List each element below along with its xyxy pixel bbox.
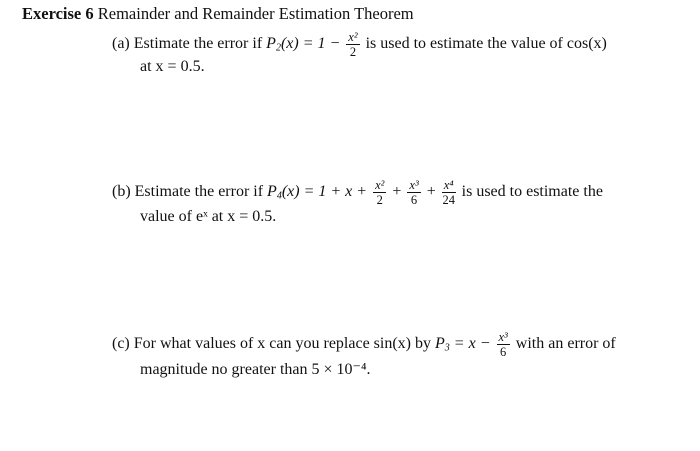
part-b-plus-2: + [426, 183, 436, 201]
part-a-line1 [112, 31, 607, 58]
part-c-label: (c) [112, 335, 130, 353]
part-c-line1 [112, 331, 616, 358]
part-a-lead: Estimate the error if [133, 35, 263, 53]
exercise-heading [22, 4, 414, 24]
part-c-tail: with an error of [515, 335, 616, 353]
part-c-poly: $P_3 = x$ − [435, 335, 491, 354]
part-c-fraction: $\frac{\text{x³}}{6}$ [498, 330, 508, 359]
part-b-label: (b) [112, 183, 131, 201]
part-c-line2: magnitude no greater than 5 × 10⁻⁴. [140, 361, 371, 378]
part-a-label: (a) [112, 35, 130, 53]
part-a-line2: at x = 0.5. [140, 58, 205, 75]
part-a-fraction: $\frac{\text{x²}}{2}$ [348, 30, 358, 59]
part-b-lead: Estimate the error if [134, 183, 264, 201]
exercise-label: Exercise 6 [22, 4, 94, 23]
part-b-tail: is used to estimate the [461, 183, 603, 201]
part-b-line1 [112, 179, 603, 206]
part-c-lead: For what values of x can you replace sin(x) by [133, 335, 432, 353]
part-b-fraction-2: $\frac{\text{x³}}{6}$ [409, 178, 419, 207]
exercise-title: Remainder and Remainder Estimation Theorem [97, 4, 414, 23]
part-b-fraction-1: $\frac{\text{x²}}{2}$ [375, 178, 385, 207]
part-b-poly: $P_4(x) = 1 + x$ + [267, 183, 368, 202]
part-a-tail: is used to estimate the value of cos(x) [365, 35, 607, 53]
part-b-fraction-3: $\frac{\text{x⁴}}{24}$ [442, 178, 455, 207]
part-b-plus-1: + [392, 183, 402, 201]
part-b-line2: value of eˣ at x = 0.5. [140, 208, 277, 225]
part-a-poly: $P_2(x) = 1$ − [266, 35, 341, 54]
